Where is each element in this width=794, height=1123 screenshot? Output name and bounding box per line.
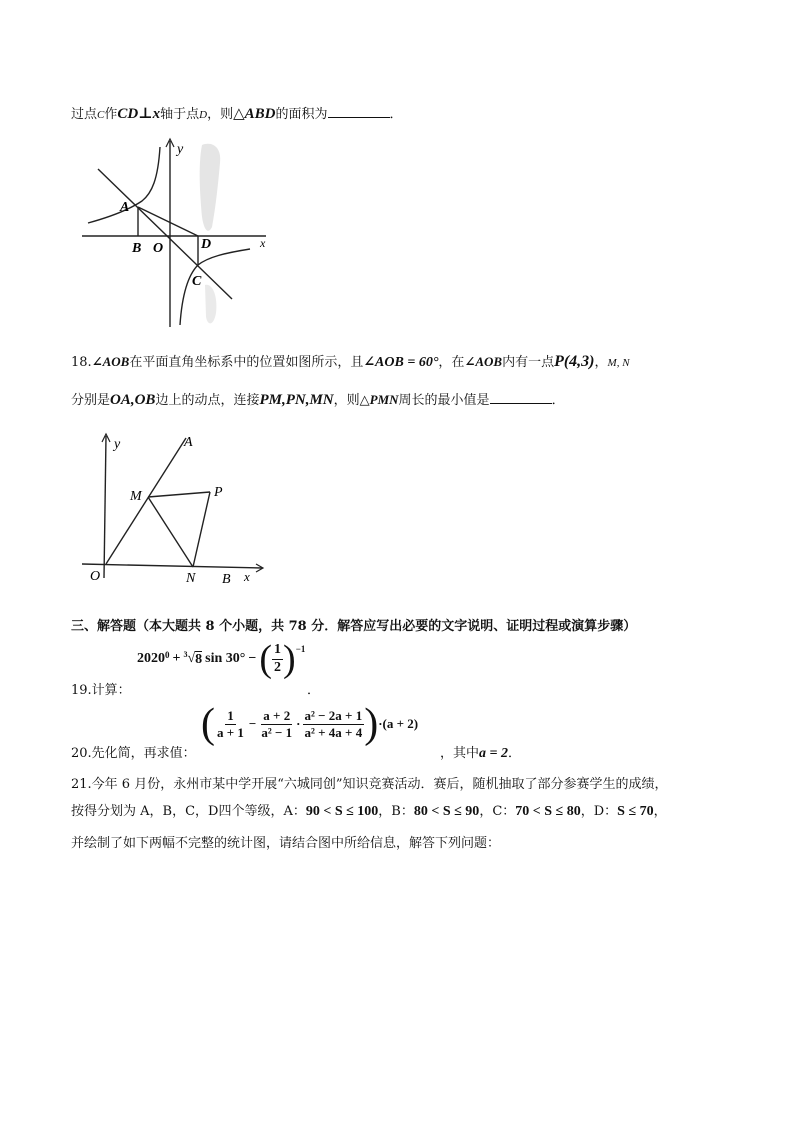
minus-sign: − — [248, 716, 257, 731]
answer-blank[interactable] — [328, 105, 390, 118]
segment-mn — [148, 497, 193, 567]
segment-pn — [193, 492, 210, 567]
q21-line2 — [71, 800, 667, 820]
triangle-pmn: △PMN — [359, 392, 399, 407]
radicand: 8 — [195, 651, 203, 667]
q18-text-part: 在平面直角坐标系中的位置如图所示，且 — [129, 355, 364, 370]
q19-exponent-neg1: −1 — [295, 644, 306, 654]
q18-text-part: ． — [551, 393, 565, 408]
q18-text-part: 分别是 — [71, 393, 111, 408]
label-a: A — [184, 435, 193, 450]
q21-line3: 并绘制了如下两幅不完整的统计图，请结合图中所给信息，解答下列问题： — [71, 836, 501, 851]
point-c-label: C — [97, 109, 105, 121]
sin-30: sin 30° — [205, 651, 246, 666]
left-paren: ( — [259, 638, 273, 680]
q21-line1: 21.今年 6 月份，永州市某中学开展“六城同创”知识竞赛活动．赛后，随机抽取了部分参赛学生的成绩， — [71, 777, 668, 792]
label-p: P — [214, 485, 223, 500]
label-c: C — [192, 274, 202, 289]
plus-sign: + — [172, 651, 181, 666]
radical-sign: √ — [187, 651, 196, 666]
q17-text-part: 作 — [104, 107, 118, 122]
dot-operator: · — [296, 716, 301, 731]
q18-text-part: ，在 — [438, 355, 465, 370]
x-symbol: x — [152, 106, 161, 122]
label-a: A — [120, 200, 130, 215]
q17-figure — [80, 135, 280, 330]
perp-symbol: ⊥ — [138, 106, 153, 122]
frac-num: a + 2 — [263, 707, 291, 723]
q20-cond: a = 2 — [479, 746, 508, 761]
grade-a-range: 90 < S ≤ 100 — [305, 804, 379, 819]
fraction-one-half — [272, 643, 283, 675]
q19-exponent-0: 0 — [165, 650, 170, 660]
scan-smudge — [200, 144, 221, 231]
triangle-symbol: △ — [233, 106, 245, 122]
label-d: D — [201, 237, 212, 252]
q19-base: 2020 — [137, 651, 165, 666]
frac-num: a² − 2a + 1 — [304, 707, 363, 723]
label-b: B — [222, 572, 231, 587]
q20-label: 20.先化简，再求值： — [71, 746, 196, 761]
q21-text-part: ，B： — [378, 804, 414, 819]
q20-text-part: ． — [508, 746, 522, 761]
point-p: P(4,3) — [554, 353, 595, 370]
angle-aob: ∠AOB — [464, 354, 503, 369]
label-y: y — [177, 142, 184, 157]
frac-den: a² − 1 — [261, 724, 293, 740]
answer-blank[interactable] — [490, 391, 552, 404]
q17-text — [71, 103, 403, 123]
q20-text-part: ，其中 — [440, 746, 480, 761]
q21-text-part: 按得分划为 A，B，C，D四个等级，A： — [71, 804, 306, 819]
q19-end: ． — [307, 683, 321, 698]
rays-oa-ob: OA,OB — [110, 392, 156, 408]
segment-pm — [148, 492, 210, 497]
q18-line1 — [71, 351, 630, 371]
ray-oa — [106, 438, 186, 564]
q21-text-part: ，C： — [479, 804, 516, 819]
y-axis — [104, 436, 106, 578]
q18-text-part: 内有一点 — [502, 355, 555, 370]
q20-expression — [201, 703, 418, 745]
fraction-1 — [215, 709, 246, 739]
q18-figure — [80, 428, 270, 590]
q18-text-part: ，则 — [333, 393, 360, 408]
root-index: 3 — [183, 650, 188, 659]
q21-text-part: ，D： — [580, 804, 618, 819]
q17-text-part: 轴于点 — [160, 107, 200, 122]
grade-d-range: S ≤ 70 — [617, 804, 654, 819]
label-n: N — [186, 571, 196, 586]
grade-b-range: 80 < S ≤ 90 — [413, 804, 480, 819]
q21-text-part: ， — [653, 804, 667, 819]
q17-text-part: 的面积为 — [275, 107, 328, 122]
q18-text-part: 边上的动点，连接 — [155, 393, 260, 408]
segments-pm-pn-mn: PM,PN,MN — [259, 392, 334, 408]
label-y: y — [114, 437, 121, 452]
point-d-label: D — [199, 109, 208, 121]
points-mn: M, N — [607, 357, 630, 369]
q17-text-part: 过点 — [71, 107, 98, 122]
angle-aob-60: ∠AOB = 60° — [363, 355, 439, 370]
frac-den: a + 1 — [217, 724, 244, 740]
minus-sign: − — [248, 651, 257, 666]
frac-den: 2 — [274, 659, 282, 675]
label-x: x — [244, 569, 250, 584]
q17-text-part: ． — [389, 107, 403, 122]
angle-aob: ∠AOB — [91, 354, 130, 369]
frac-num: 1 — [272, 643, 283, 660]
label-m: M — [130, 489, 142, 504]
label-b: B — [132, 241, 142, 256]
triangle-abd: ABD — [244, 106, 276, 122]
q17-text-part: ，则 — [207, 107, 234, 122]
label-o: O — [90, 569, 101, 584]
frac-den: a² + 4a + 4 — [304, 724, 363, 740]
q20-tail: ·(a + 2) — [378, 716, 419, 731]
segment-cd: CD — [117, 106, 139, 122]
q19-expression — [137, 640, 305, 678]
fraction-2 — [259, 709, 294, 739]
grade-c-range: 70 < S ≤ 80 — [515, 804, 581, 819]
q18-text-part: ， — [594, 355, 608, 370]
q19-label: 19.计算： — [71, 683, 131, 698]
left-paren: ( — [201, 701, 215, 747]
q18-text-part: 周长的最小值是 — [398, 393, 490, 408]
x-axis — [82, 564, 262, 568]
scan-smudge — [205, 285, 216, 324]
q18-number: 18. — [71, 355, 92, 370]
segment-ad — [138, 207, 198, 236]
q20-condition — [440, 742, 521, 762]
q18-line2 — [71, 389, 565, 409]
label-o: O — [153, 241, 164, 256]
frac-num: 1 — [227, 707, 234, 723]
label-x: x — [260, 236, 266, 250]
right-paren: ) — [283, 638, 296, 680]
fraction-3 — [303, 709, 365, 739]
section-3-heading: 三、解答题（本大题共 8 个小题，共 78 分．解答应写出必要的文字说明、证明过程或演算步骤） — [71, 619, 637, 634]
right-paren: ) — [364, 701, 379, 747]
